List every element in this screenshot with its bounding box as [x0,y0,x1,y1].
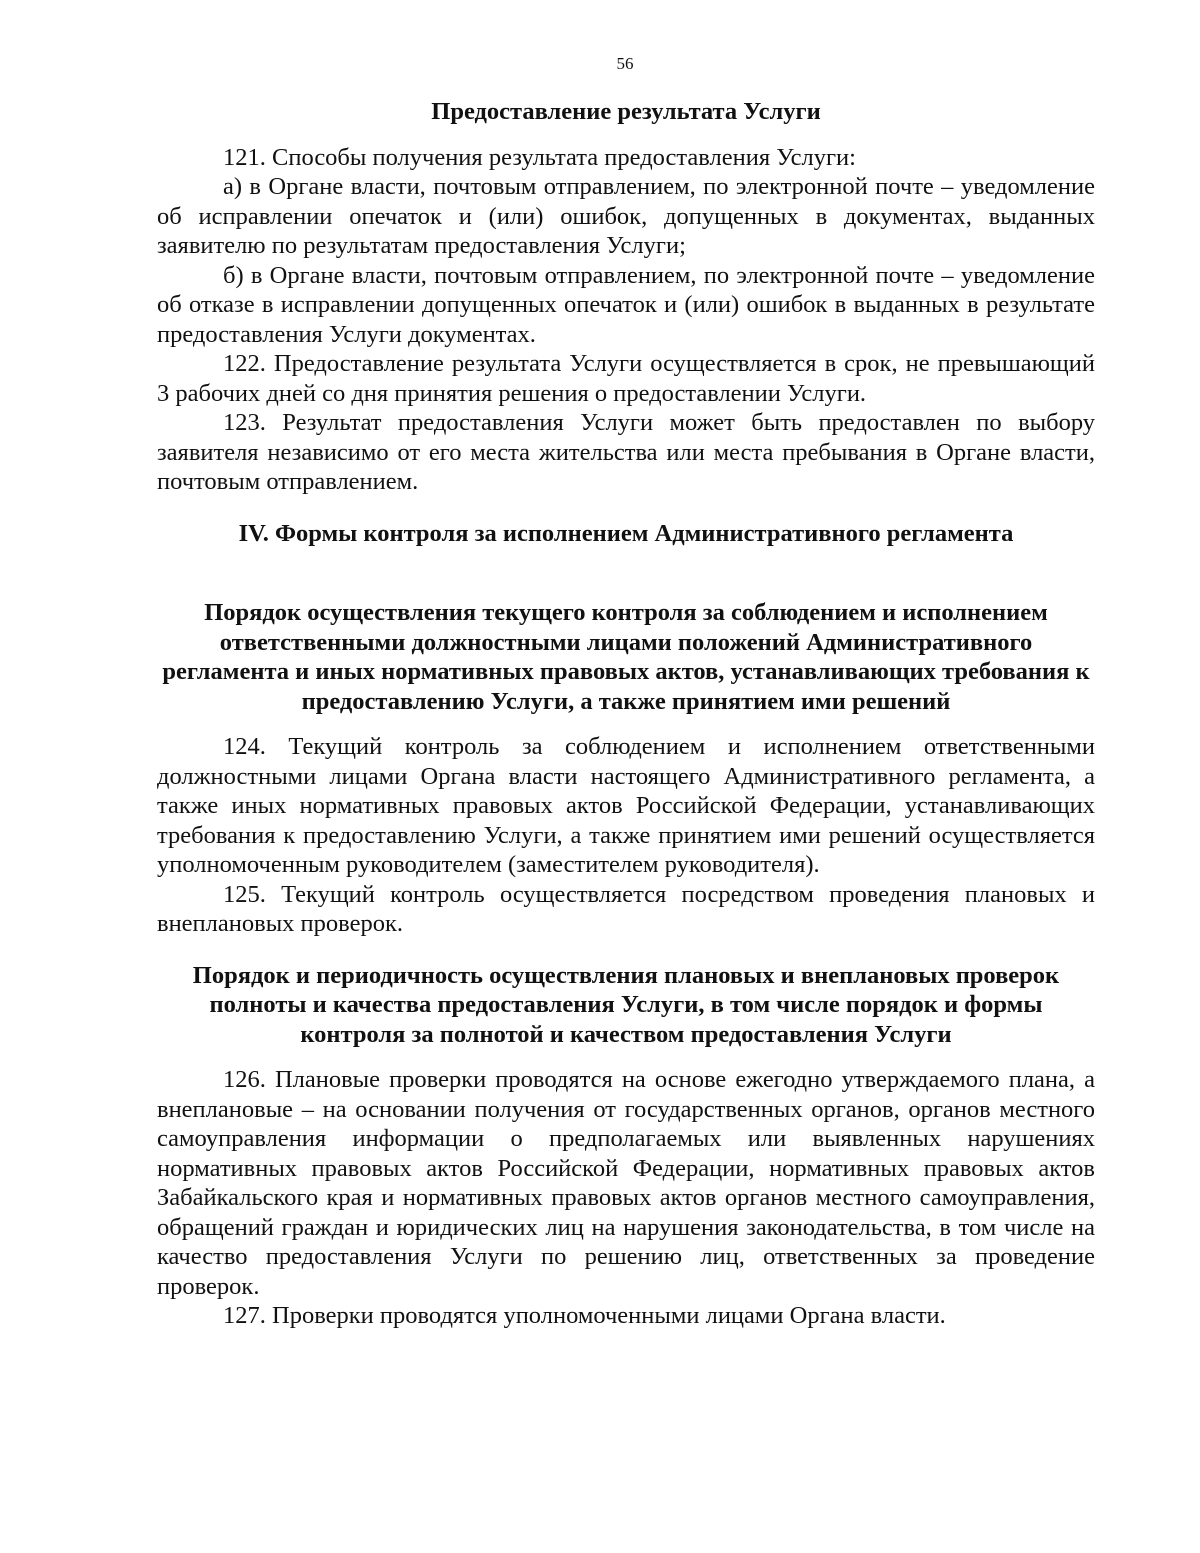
paragraph-127: 127. Проверки проводятся уполномоченными лицами Органа власти. [223,1302,946,1329]
paragraph-121-b: б) в Органе власти, почтовым отправлением, по электронной почте – уведомление об отказе в исправлении допущенных опечаток и (или) ошибок в выданных в результате предоставления Услуги документах. [157,261,1095,348]
section-heading-result: Предоставление результата Услуги [431,98,821,125]
document-body [157,97,1095,1331]
paragraph-124: 124. Текущий контроль за соблюдением и исполнением ответственными должностными лицами Органа власти настоящего Административного регламента, а также иных нормативных правовых актов Российской Федерации, устанавливающих требования к предоставлению Услуги, а также принятием ими решений осуществляется уполномоченным руководителем (заместителем руководителя). [157,733,1095,878]
paragraph-121: 121. Способы получения результата предоставления Услуги: [223,143,856,171]
section-heading-inspections: Порядок и периодичность осуществления плановых и внеплановых проверок полноты и качества предоставления Услуги, в том числе порядок и формы контроля за полнотой и качеством предоставления Услуги [192,961,1060,1048]
paragraph-122: 122. Предоставление результата Услуги осуществляется в срок, не превышающий 3 рабочих дней со дня принятия решения о предоставлении Услуги. [157,350,1095,407]
paragraph-121-a: а) в Органе власти, почтовым отправлением, по электронной почте – уведомление об исправлении опечаток и (или) ошибок, допущенных в документах, выданных заявителю по результатам предоставления Услуги; [157,173,1095,259]
chapter-heading: IV. Формы контроля за исполнением Административного регламента [238,519,1014,547]
paragraph-126: 126. Плановые проверки проводятся на основе ежегодно утверждаемого плана, а внеплановые – на основании получения от государственных органов, органов местного самоуправления информации о предполагаемых или выявленных нарушениях нормативных правовых актов Российской Федерации, нормативных правовых актов Забайкальского края и нормативных правовых актов органов местного самоуправления, обращений граждан и юридических лиц на нарушения законодательства, в том числе на качество предоставления Услуги по решению лиц, ответственных за проведение проверок. [157,1066,1095,1300]
page-number: 56 [616,54,634,73]
paragraph-123: 123. Результат предоставления Услуги может быть предоставлен по выбору заявителя независимо от его места жительства или места пребывания в Органе власти, почтовым отправлением. [157,409,1095,495]
section-heading-current-control: Порядок осуществления текущего контроля за соблюдением и исполнением ответственными должностными лицами положений Административного регламента и иных нормативных правовых актов, устанавливающих требования к предоставлению Услуги, а также принятием ими решений [162,599,1090,715]
paragraph-125: 125. Текущий контроль осуществляется посредством проведения плановых и внеплановых проверок. [157,880,1095,937]
